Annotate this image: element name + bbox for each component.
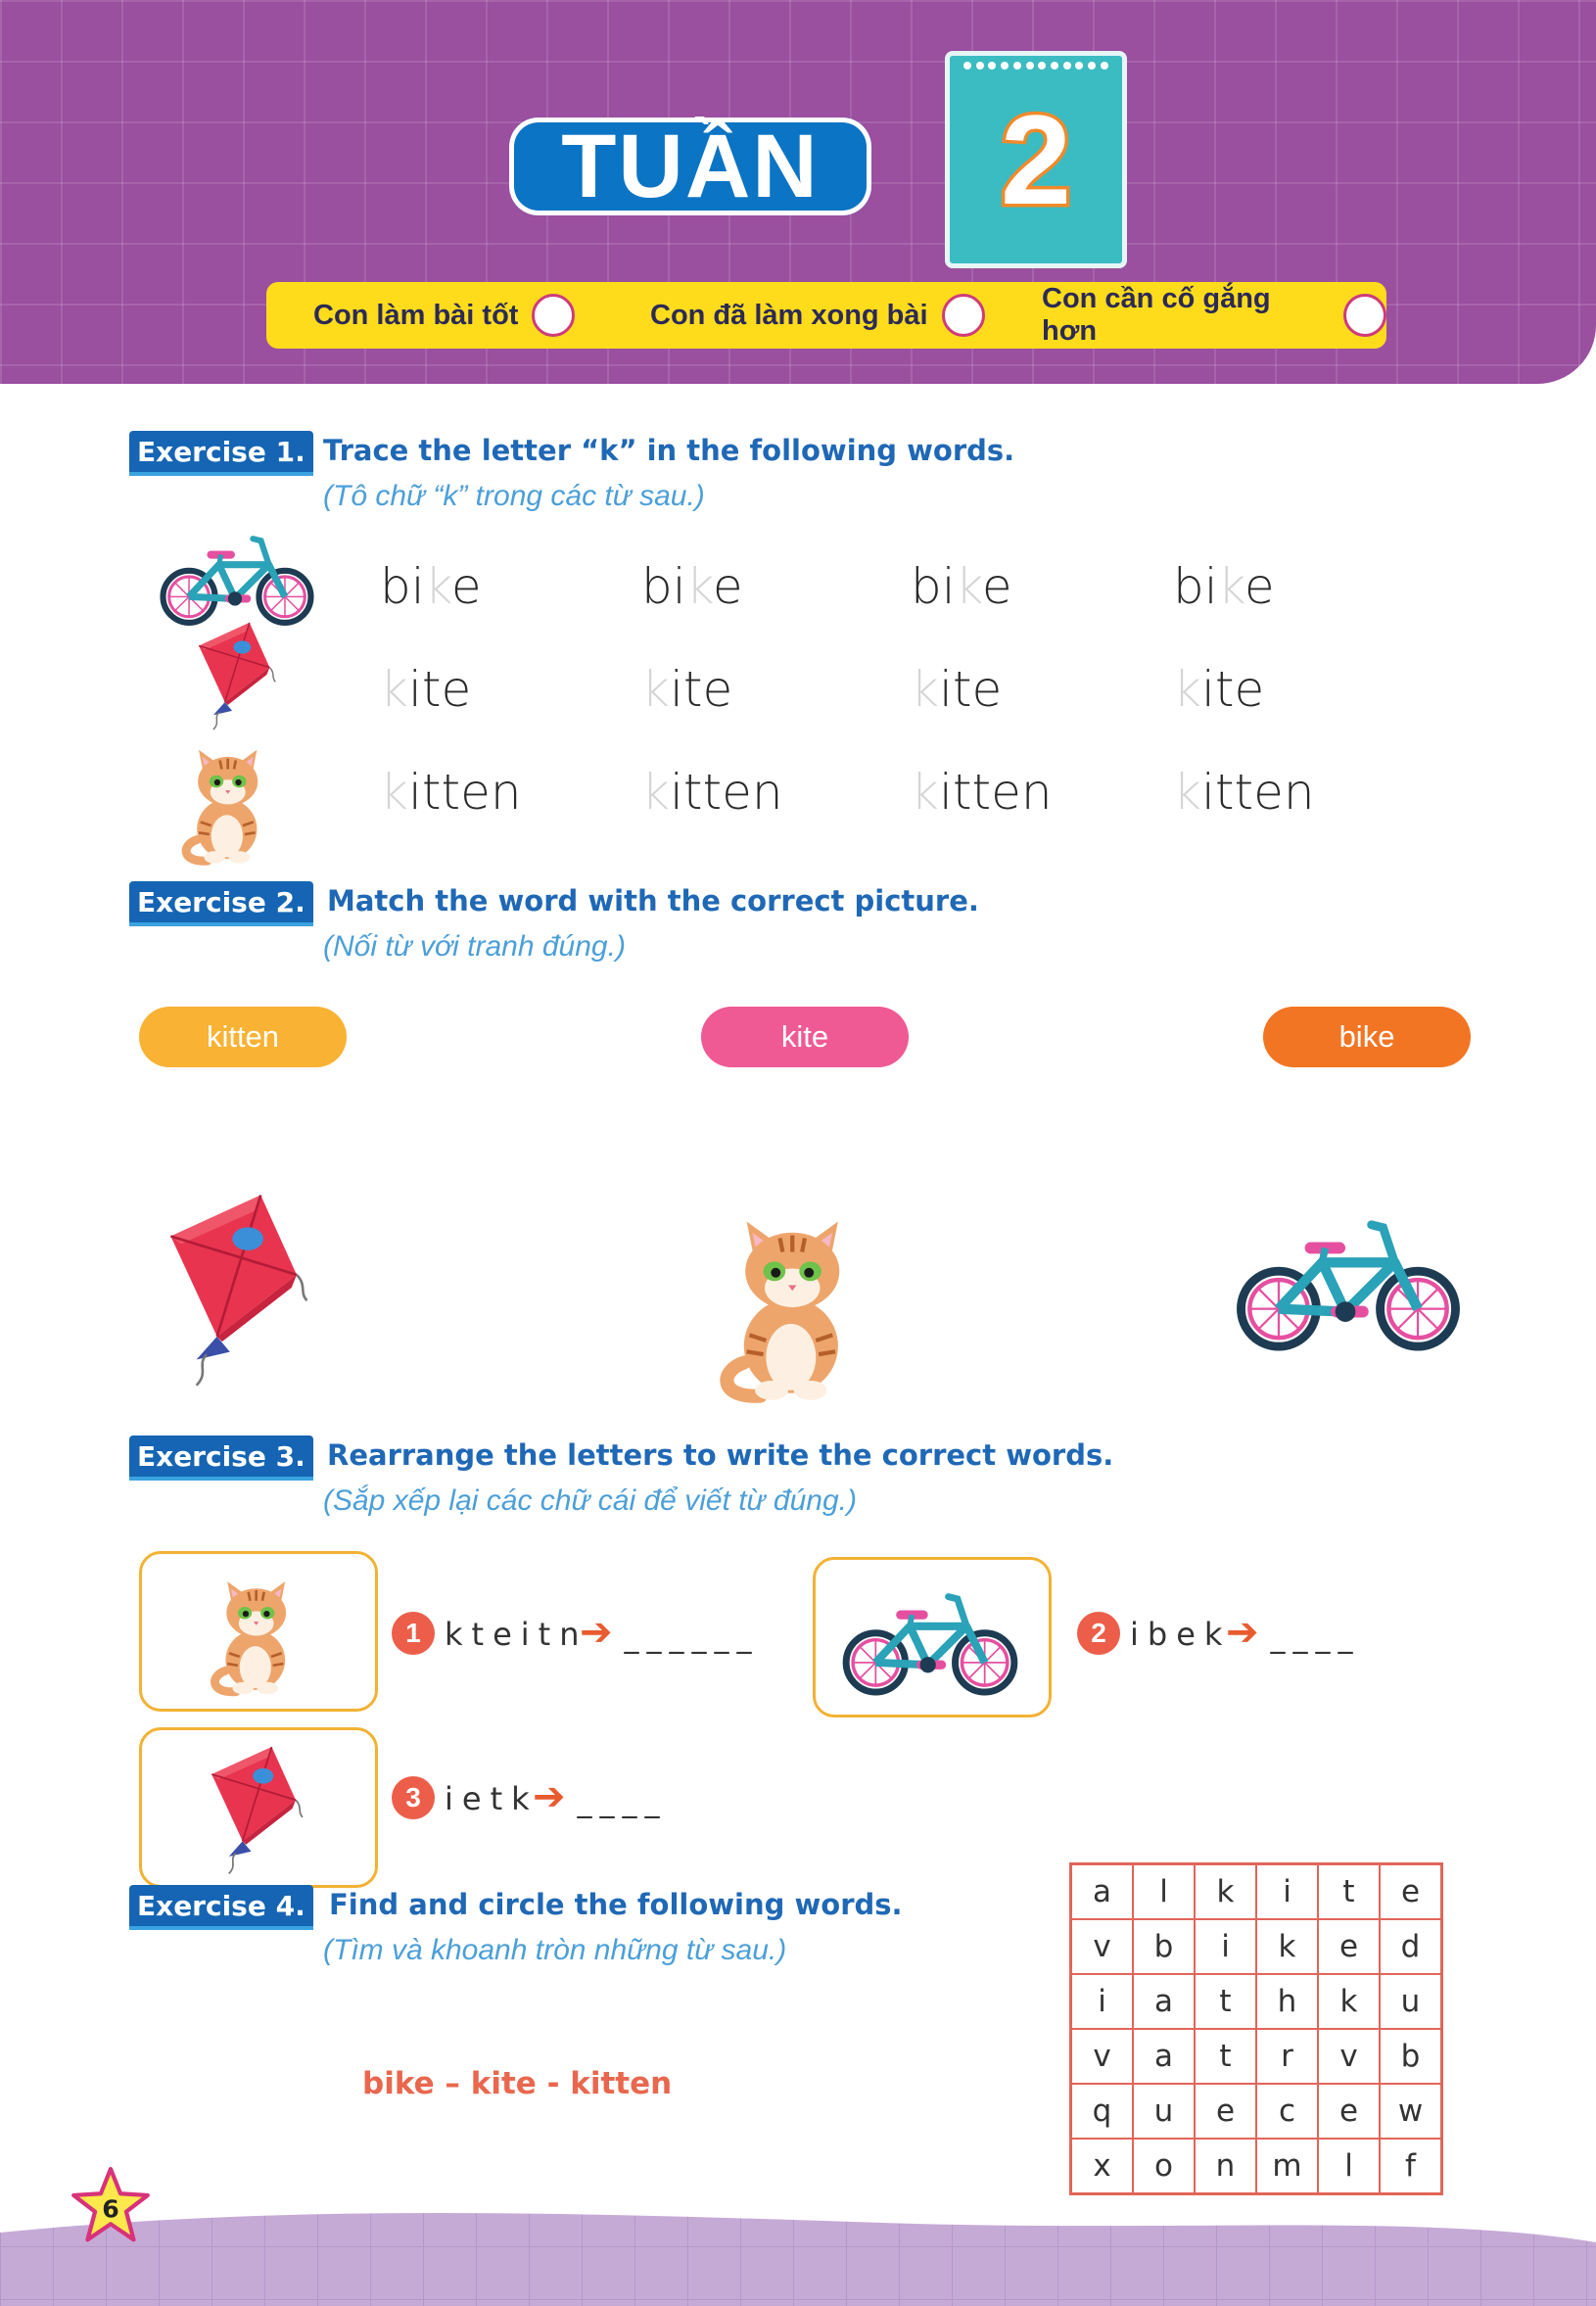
rating-done-label: Con đã làm xong bài <box>650 299 928 331</box>
trace-word[interactable] <box>380 558 482 615</box>
grid-cell[interactable]: r <box>1256 2029 1318 2084</box>
match-picture-bike[interactable] <box>1232 1210 1465 1355</box>
scramble-picture-box-2 <box>813 1557 1052 1718</box>
trace-word-suffix: e <box>981 558 1012 615</box>
grid-row <box>1071 1919 1442 1974</box>
grid-row <box>1071 2084 1442 2139</box>
trace-word[interactable] <box>1173 661 1264 718</box>
grid-cell[interactable]: u <box>1133 2084 1195 2139</box>
exercise-1-title: Trace the letter “k” in the following words. <box>323 434 1015 467</box>
grid-cell[interactable]: e <box>1195 2084 1256 2139</box>
rating-done-checkbox[interactable] <box>942 294 985 337</box>
grid-cell[interactable]: a <box>1071 1864 1134 1920</box>
trace-word-suffix: itten <box>938 764 1053 821</box>
kitten-icon <box>185 1566 322 1697</box>
grid-cell[interactable]: t <box>1318 1864 1380 1920</box>
answer-blank-lines: ______ <box>624 1621 760 1655</box>
grid-cell[interactable]: d <box>1380 1919 1442 1974</box>
grid-cell[interactable]: k <box>1195 1864 1256 1920</box>
grid-cell[interactable]: e <box>1318 2084 1380 2139</box>
rating-good-label: Con làm bài tốt <box>313 299 519 331</box>
trace-word[interactable] <box>1173 558 1275 615</box>
grid-cell[interactable]: b <box>1133 1919 1195 1974</box>
words-to-find: bike – kite - kitten <box>362 2066 673 2101</box>
traced-letter[interactable]: k <box>685 558 713 615</box>
trace-word[interactable] <box>641 661 732 718</box>
trace-word-suffix: e <box>1244 558 1275 615</box>
scramble-picture-box-3 <box>139 1727 378 1888</box>
exercise-2-label: Exercise 2. <box>129 881 313 926</box>
traced-letter[interactable]: k <box>1173 764 1201 821</box>
exercise-1-subtitle: (Tô chữ “k” trong các từ sau.) <box>323 480 705 512</box>
trace-word-suffix: itten <box>669 764 783 821</box>
exercise-4-label: Exercise 4. <box>129 1885 313 1930</box>
trace-word[interactable] <box>641 558 743 615</box>
grid-cell[interactable]: o <box>1133 2139 1195 2194</box>
grid-cell[interactable]: l <box>1318 2139 1380 2194</box>
trace-word[interactable] <box>641 764 783 821</box>
grid-cell[interactable]: n <box>1195 2139 1256 2194</box>
answer-blank-lines: ____ <box>577 1785 668 1819</box>
rating-done[interactable] <box>650 282 985 349</box>
trace-word-suffix: itten <box>407 764 522 821</box>
item-number-badge: 2 <box>1077 1612 1120 1655</box>
exercise-3-subtitle: (Sắp xếp lại các chữ cái để viết từ đúng.) <box>323 1484 857 1517</box>
grid-cell[interactable]: f <box>1380 2139 1442 2194</box>
trace-word-prefix: bi <box>380 558 425 615</box>
match-word-bike[interactable]: bike <box>1263 1007 1471 1067</box>
grid-cell[interactable]: m <box>1256 2139 1318 2194</box>
page-number: 6 <box>102 2194 119 2224</box>
trace-word-suffix: e <box>712 558 743 615</box>
item-number-badge: 3 <box>392 1776 435 1819</box>
grid-cell[interactable]: u <box>1380 1974 1442 2029</box>
traced-letter[interactable]: k <box>424 558 451 615</box>
grid-cell[interactable]: c <box>1256 2084 1318 2139</box>
grid-cell[interactable]: k <box>1318 1974 1380 2029</box>
trace-word[interactable] <box>1173 764 1315 821</box>
kitten-icon <box>172 732 278 868</box>
notepad-rings <box>963 62 1108 71</box>
traced-letter[interactable]: k <box>1217 558 1244 615</box>
trace-word[interactable] <box>911 661 1002 718</box>
match-word-kitten[interactable]: kitten <box>139 1007 347 1067</box>
traced-letter[interactable]: k <box>641 764 670 821</box>
footer-wave <box>0 2193 1596 2306</box>
grid-cell[interactable]: e <box>1318 1919 1380 1974</box>
bike-icon <box>837 1585 1023 1699</box>
grid-cell[interactable]: v <box>1318 2029 1380 2084</box>
exercise-4-subtitle: (Tìm và khoanh tròn những từ sau.) <box>323 1934 787 1966</box>
rating-try-harder[interactable] <box>1042 282 1386 349</box>
grid-row <box>1071 1864 1442 1920</box>
answer-blank-3[interactable] <box>533 1774 668 1819</box>
answer-blank-1[interactable] <box>580 1610 760 1655</box>
trace-word-suffix: e <box>450 558 482 615</box>
traced-letter[interactable]: k <box>380 764 408 821</box>
trace-word-prefix: bi <box>911 558 956 615</box>
arrow-right-icon: ➔ <box>1226 1610 1259 1655</box>
grid-cell[interactable]: h <box>1256 1974 1318 2029</box>
bike-icon <box>157 529 317 629</box>
trace-word[interactable] <box>911 764 1053 821</box>
grid-cell[interactable]: v <box>1071 1919 1134 1974</box>
header-banner <box>0 0 1596 384</box>
trace-word-suffix: itten <box>1200 764 1315 821</box>
grid-row <box>1071 2029 1442 2084</box>
exercise-3-label: Exercise 3. <box>129 1435 313 1481</box>
grid-cell[interactable]: a <box>1133 2029 1195 2084</box>
grid-cell[interactable]: w <box>1380 2084 1442 2139</box>
rating-good[interactable] <box>313 282 575 349</box>
grid-cell[interactable]: i <box>1071 1974 1134 2029</box>
week-number-card <box>945 51 1127 268</box>
week-number: 2 <box>1000 88 1072 231</box>
exercise-2-title: Match the word with the correct picture. <box>327 884 979 918</box>
trace-word[interactable] <box>380 764 522 821</box>
rating-try-harder-checkbox[interactable] <box>1343 294 1386 337</box>
arrow-right-icon: ➔ <box>533 1774 566 1819</box>
traced-letter[interactable]: k <box>641 661 670 718</box>
trace-word[interactable] <box>380 661 471 718</box>
kite-icon <box>176 617 294 732</box>
page-number-star-icon <box>69 2164 153 2246</box>
grid-cell[interactable]: a <box>1133 1974 1195 2029</box>
match-picture-kitten[interactable] <box>705 1197 871 1404</box>
scrambled-letters: ibek <box>1130 1616 1232 1653</box>
exercise-3-title: Rearrange the letters to write the correct words. <box>327 1438 1114 1472</box>
grid-row <box>1071 1974 1442 2029</box>
grid-cell[interactable]: x <box>1071 2139 1134 2194</box>
scramble-picture-box-1 <box>139 1551 378 1712</box>
grid-cell[interactable]: b <box>1380 2029 1442 2084</box>
answer-blank-2[interactable] <box>1226 1610 1361 1655</box>
trace-word-suffix: ite <box>407 661 472 718</box>
self-rating-bar <box>266 282 1386 349</box>
item-number-badge: 1 <box>392 1612 435 1655</box>
trace-word-suffix: ite <box>938 661 1003 718</box>
trace-word[interactable] <box>911 558 1012 615</box>
trace-word-prefix: bi <box>1173 558 1218 615</box>
answer-blank-lines: ____ <box>1270 1621 1361 1655</box>
exercise-1-label: Exercise 1. <box>129 431 313 476</box>
grid-cell[interactable]: q <box>1071 2084 1134 2139</box>
grid-row <box>1071 2139 1442 2194</box>
match-picture-kite[interactable] <box>157 1185 313 1390</box>
arrow-right-icon: ➔ <box>580 1610 613 1655</box>
kite-icon <box>201 1740 308 1877</box>
traced-letter[interactable]: k <box>911 764 939 821</box>
match-word-kite[interactable]: kite <box>701 1007 909 1067</box>
trace-word-suffix: ite <box>669 661 733 718</box>
grid-cell[interactable]: i <box>1256 1864 1318 1920</box>
traced-letter[interactable]: k <box>955 558 982 615</box>
grid-cell[interactable]: k <box>1256 1919 1318 1974</box>
grid-cell[interactable]: e <box>1380 1864 1442 1920</box>
grid-cell[interactable]: i <box>1195 1919 1256 1974</box>
trace-word-suffix: ite <box>1200 661 1265 718</box>
scrambled-letters: kteitn <box>445 1616 588 1653</box>
traced-letter[interactable]: k <box>911 661 939 718</box>
rating-try-harder-label: Con cần cố gắng hơn <box>1042 283 1271 347</box>
exercise-4-title: Find and circle the following words. <box>329 1888 903 1921</box>
scrambled-letters: ietk <box>445 1780 539 1817</box>
traced-letter[interactable]: k <box>380 661 408 718</box>
week-title: TUẦN <box>509 118 871 215</box>
grid-cell[interactable]: t <box>1195 1974 1256 2029</box>
rating-good-checkbox[interactable] <box>532 294 575 337</box>
word-search-grid <box>1069 1862 1443 2195</box>
exercise-2-subtitle: (Nối từ với tranh đúng.) <box>323 930 626 963</box>
grid-cell[interactable]: t <box>1195 2029 1256 2084</box>
grid-cell[interactable]: v <box>1071 2029 1134 2084</box>
trace-word-prefix: bi <box>641 558 686 615</box>
traced-letter[interactable]: k <box>1173 661 1201 718</box>
grid-cell[interactable]: l <box>1133 1864 1195 1920</box>
